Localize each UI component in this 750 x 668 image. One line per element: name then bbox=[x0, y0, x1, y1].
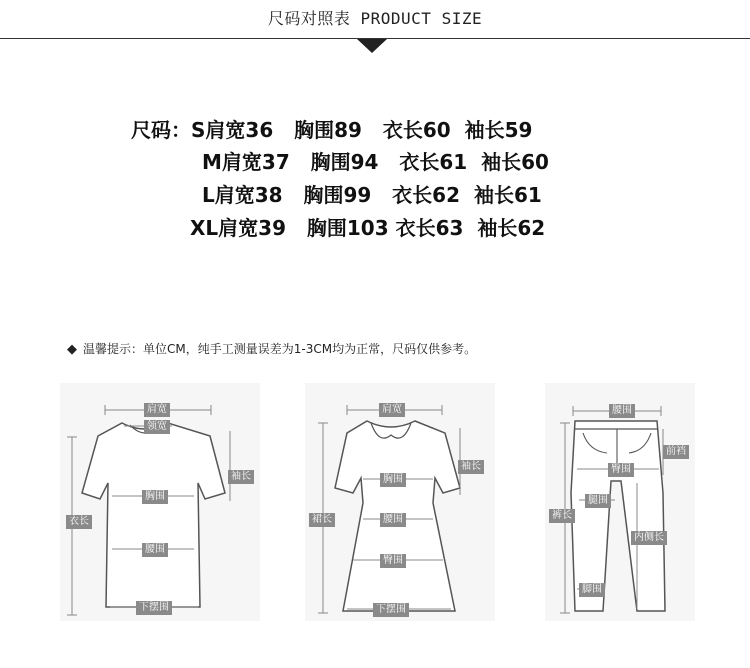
dress-outline bbox=[305, 383, 495, 621]
pants-outline bbox=[545, 383, 695, 621]
pants-waist-label: 腰围 bbox=[609, 404, 635, 418]
tshirt-sleeve-label: 袖长 bbox=[228, 470, 254, 484]
tshirt-hem-label: 下摆围 bbox=[136, 601, 172, 615]
dress-hem-label: 下摆围 bbox=[373, 603, 409, 617]
page-title: 尺码对照表 PRODUCT SIZE bbox=[267, 9, 483, 28]
note-text: 温馨提示：单位CM，纯手工测量误差为1-3CM均为正常，尺码仅供参考。 bbox=[83, 342, 477, 356]
tshirt-shoulder-label: 肩宽 bbox=[144, 403, 170, 417]
size-row-m: M肩宽37 胸围94 衣长61 袖长60 bbox=[202, 150, 549, 174]
dress-waist-label: 腰围 bbox=[380, 513, 406, 527]
dress-sleeve-label: 袖长 bbox=[458, 460, 484, 474]
pants-diagram bbox=[545, 383, 695, 621]
pants-leg-opening-label: 脚围 bbox=[579, 583, 605, 597]
diamond-bullet-icon: ◆ bbox=[67, 342, 77, 357]
dress-hip-label: 臀围 bbox=[380, 554, 406, 568]
dress-skirt-length-label: 裙长 bbox=[309, 513, 335, 527]
pants-thigh-label: 腿围 bbox=[585, 494, 611, 508]
dress-diagram bbox=[305, 383, 495, 621]
pants-length-label: 裤长 bbox=[549, 509, 575, 523]
tshirt-waist-label: 腰围 bbox=[142, 543, 168, 557]
tshirt-diagram bbox=[60, 383, 260, 621]
dress-shoulder-label: 肩宽 bbox=[379, 403, 405, 417]
size-row-xl: XL肩宽39 胸围103 衣长63 袖长62 bbox=[190, 216, 546, 240]
tshirt-collar-label: 领宽 bbox=[144, 420, 170, 434]
tshirt-chest-label: 胸围 bbox=[142, 490, 168, 504]
tshirt-length-label: 衣长 bbox=[66, 515, 92, 529]
header-arrow-icon bbox=[357, 39, 387, 53]
pants-hip-label: 臀围 bbox=[608, 463, 634, 477]
dress-chest-label: 胸围 bbox=[380, 473, 406, 487]
pants-inseam-label: 内侧长 bbox=[631, 531, 667, 545]
size-row-s: 尺码：S肩宽36 胸围89 衣长60 袖长59 bbox=[131, 118, 533, 142]
size-row-l: L肩宽38 胸围99 衣长62 袖长61 bbox=[202, 183, 542, 207]
measurement-note bbox=[67, 340, 476, 357]
pants-front-rise-label: 前裆 bbox=[663, 445, 689, 459]
